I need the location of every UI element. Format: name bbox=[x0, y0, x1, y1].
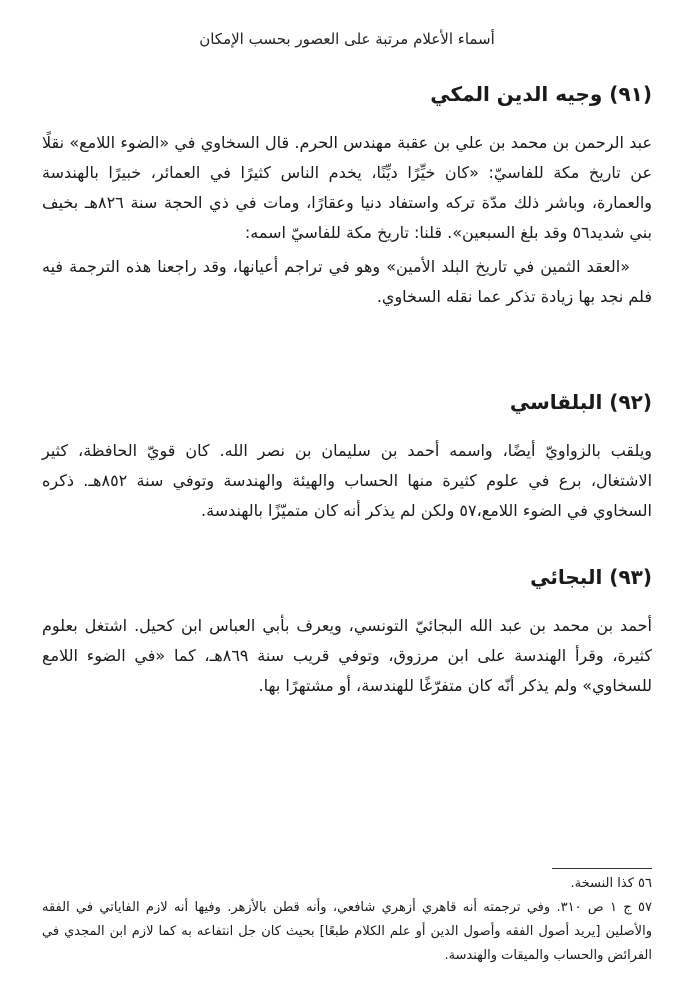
entry-paragraph: عبد الرحمن بن محمد بن علي بن عقبة مهندس الحرم. قال السخاوي في «الضوء اللامع» نقلًا عن تاريخ مكة للفاسيّ: «كان خيِّرًا ديِّنًا، يخدم الناس كثيرًا في العمائر، خبيرًا بالهندسة والعمارة، وباشر ذلك مدّة تركه واستفاد دنيا وعقارًا، ومات في ذي الحجة سنة ٨٢٦هـ بخيف بني شديد٥٦ وقد بلغ السبعين». قلنا: تاريخ مكة للفاسيّ اسمه: bbox=[42, 133, 652, 242]
entry-91 bbox=[42, 82, 652, 312]
entry-heading: (٩٢) البلقاسي bbox=[509, 390, 652, 414]
entry-paragraph: ويلقب بالزواويّ أيضًا، واسمه أحمد بن سليمان بن نصر الله. كان قويّ الحافظة، كثير الاشتغال، برع في علوم كثيرة منها الحساب والهيئة والهندسة وتوفي سنة ٨٥٢هـ. ذكره السخاوي في الضوء اللامع،٥٧ ولكن لم يذكر أنه كان متميّزًا بالهندسة. bbox=[42, 441, 653, 520]
entry-heading: (٩٣) البجائي bbox=[530, 565, 652, 589]
entry-93 bbox=[42, 565, 652, 701]
entry-92 bbox=[42, 390, 652, 526]
footnotes bbox=[42, 872, 652, 968]
entry-paragraph: أحمد بن محمد بن عبد الله البجائيّ التونسي، ويعرف بأبي العباس ابن كحيل. اشتغل بعلوم كثيرة، وقرأ الهندسة على ابن مرزوق، وتوفي قريب سنة ٨٦٩هـ، كما «في الضوء اللامع للسخاوي» ولم يذكر أنّه كان متفرّغًا للهندسة، أو مشتهرًا بها. bbox=[42, 616, 653, 695]
footnote: ٥٧ ج ١ ص ٣١٠. وفي ترجمته أنه قاهري أزهري شافعي، وأنه قطن بالأزهر. وفيها أنه لازم الفاياتي في الفقه والأصلين [يريد أصول الفقه وأصول الدين أو علم الكلام طبعًا] بحيث كان جل انتفاعه به كما لازم ابن المجدي في الفرائض والحساب والميقات والهندسة. bbox=[42, 900, 652, 963]
footnote-divider bbox=[552, 868, 652, 869]
entry-heading: (٩١) وجيه الدين المكي bbox=[430, 82, 652, 106]
running-head: أسماء الأعلام مرتبة على العصور بحسب الإمكان bbox=[199, 30, 495, 48]
book-page bbox=[42, 0, 652, 1000]
entry-paragraph: «العقد الثمين في تاريخ البلد الأمين» وهو في تراجم أعيانها، وقد راجعنا هذه الترجمة فيه فلم نجد بها زيادة تذكر عما نقله السخاوي. bbox=[42, 257, 652, 306]
footnote: ٥٦ كذا النسخة. bbox=[570, 876, 652, 891]
